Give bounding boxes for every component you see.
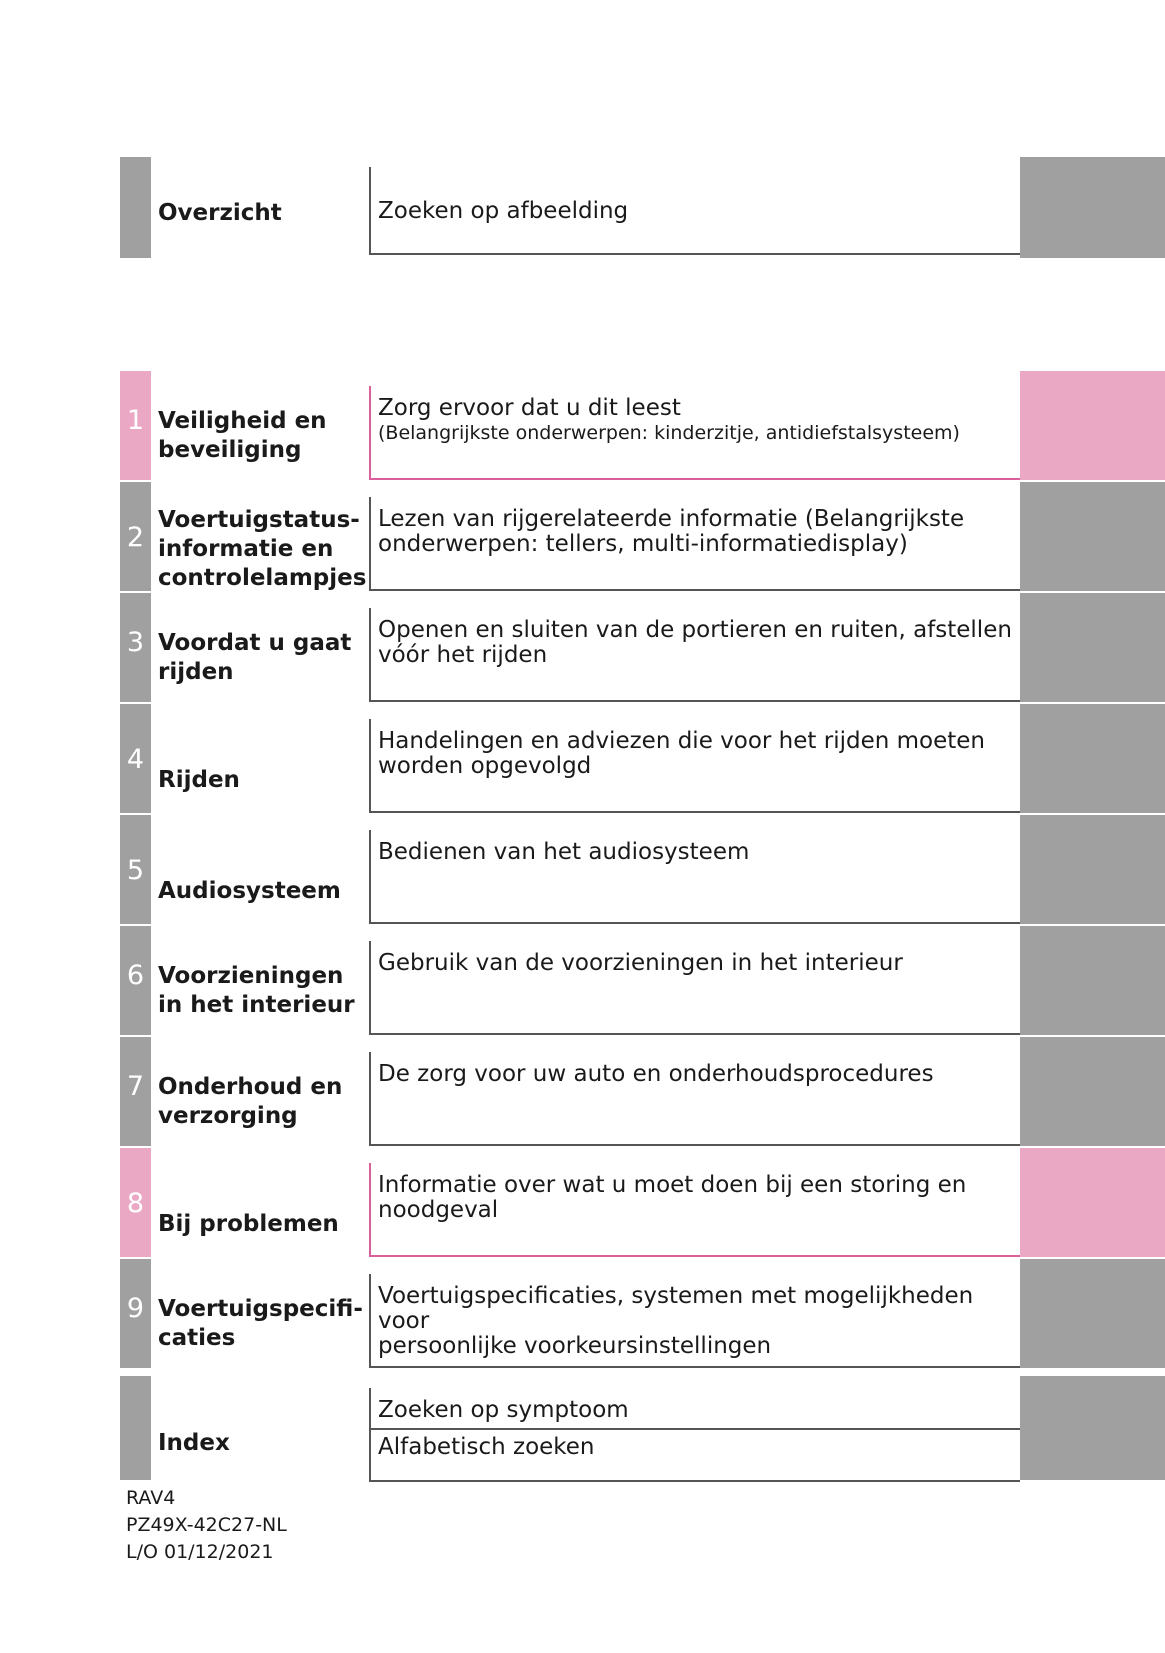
chapter-description[interactable]	[378, 618, 1018, 668]
index-item-symptom[interactable]: Zoeken op symptoom	[378, 1397, 629, 1423]
footer-code: PZ49X-42C27-NL	[126, 1514, 287, 1536]
chapter-description[interactable]	[378, 1284, 1018, 1359]
chapter-right-tab[interactable]	[1020, 1259, 1165, 1368]
chapter-row[interactable]	[0, 704, 1165, 813]
index-row[interactable]	[0, 1376, 1165, 1480]
chapter-title-line: Voordat u gaat	[158, 630, 352, 656]
chapter-title-line: verzorging	[158, 1103, 298, 1129]
chapter-title	[158, 877, 358, 906]
chapter-title-line: Voertuigstatus-	[158, 507, 360, 533]
overview-title: Overzicht	[158, 200, 282, 226]
chapter-number: 3	[126, 627, 145, 658]
chapter-right-tab[interactable]	[1020, 1037, 1165, 1146]
overview-row[interactable]	[0, 157, 1165, 258]
chapter-right-tab[interactable]	[1020, 815, 1165, 924]
chapter-title	[158, 766, 358, 795]
chapter-right-tab[interactable]	[1020, 593, 1165, 702]
chapter-row[interactable]	[0, 1037, 1165, 1146]
chapter-title-line: caties	[158, 1325, 236, 1351]
chapter-description-line: Zorg ervoor dat u dit leest	[378, 395, 681, 421]
chapter-description-line: vóór het rijden	[378, 642, 548, 668]
chapter-right-tab[interactable]	[1020, 926, 1165, 1035]
chapter-title-line: Voertuigspecifi-	[158, 1296, 363, 1322]
chapter-right-tab[interactable]	[1020, 482, 1165, 591]
footer-model: RAV4	[126, 1487, 176, 1509]
chapter-description-line: Gebruik van de voorzieningen in het interieur	[378, 950, 903, 976]
chapter-title-line: Voorzieningen	[158, 963, 344, 989]
chapter-number: 7	[126, 1071, 145, 1102]
chapter-row[interactable]	[0, 1259, 1165, 1368]
chapter-title-line: in het interieur	[158, 992, 355, 1018]
chapter-title-line: Audiosysteem	[158, 878, 341, 904]
chapter-title	[158, 1210, 358, 1239]
chapter-row[interactable]	[0, 815, 1165, 924]
chapter-title-line: rijden	[158, 659, 234, 685]
chapter-title-line: Onderhoud en	[158, 1074, 343, 1100]
chapter-right-tab[interactable]	[1020, 704, 1165, 813]
chapter-description[interactable]	[378, 396, 1018, 445]
chapter-description-line: Openen en sluiten van de portieren en ruiten, afstellen	[378, 617, 1012, 643]
chapter-description-line: Informatie over wat u moet doen bij een storing en	[378, 1172, 967, 1198]
chapter-title	[158, 1073, 358, 1131]
chapter-title-line: beveiliging	[158, 437, 302, 463]
footer-date: L/O 01/12/2021	[126, 1541, 274, 1563]
chapter-title-line: controlelampjes	[158, 565, 367, 591]
chapter-description-line: noodgeval	[378, 1197, 499, 1223]
chapter-number: 2	[126, 522, 145, 553]
chapter-title	[158, 1295, 363, 1353]
chapter-description-line: persoonlijke voorkeursinstellingen	[378, 1333, 772, 1359]
overview-description[interactable]: Zoeken op afbeelding	[378, 198, 629, 224]
chapter-title-line: Bij problemen	[158, 1211, 339, 1237]
index-title: Index	[158, 1430, 230, 1456]
chapter-subtopics: (Belangrijkste onderwerpen: kinderzitje, antidiefstalsysteem)	[378, 422, 960, 444]
chapter-description[interactable]	[378, 507, 1018, 557]
chapter-number: 8	[126, 1188, 145, 1219]
footer	[126, 1485, 287, 1566]
chapter-description[interactable]	[378, 1062, 1018, 1087]
chapter-description-line: De zorg voor uw auto en onderhoudsprocedures	[378, 1061, 934, 1087]
chapter-description-line: worden opgevolgd	[378, 753, 592, 779]
overview-right-tab[interactable]	[1020, 157, 1165, 258]
chapter-number: 9	[126, 1293, 145, 1324]
chapter-title	[158, 629, 358, 687]
chapter-description-line: Voertuigspecificaties, systemen met mogelijkheden voor	[378, 1283, 974, 1334]
index-item-alphabetical[interactable]: Alfabetisch zoeken	[378, 1434, 595, 1460]
chapter-number: 6	[126, 960, 145, 991]
chapter-title-line: Rijden	[158, 767, 240, 793]
chapter-number: 5	[126, 855, 145, 886]
chapter-title	[158, 407, 358, 465]
chapter-row[interactable]	[0, 593, 1165, 702]
index-divider	[371, 1428, 1020, 1430]
chapter-row[interactable]	[0, 482, 1165, 591]
chapter-description[interactable]	[378, 840, 1018, 865]
chapter-description[interactable]	[378, 951, 1018, 976]
chapter-description[interactable]	[378, 1173, 1018, 1223]
chapter-right-tab[interactable]	[1020, 371, 1165, 480]
chapter-description-line: Handelingen en adviezen die voor het rijden moeten	[378, 728, 985, 754]
chapter-number: 1	[126, 405, 145, 436]
chapter-description[interactable]	[378, 729, 1018, 779]
chapter-title-line: informatie en	[158, 536, 334, 562]
chapter-description-line: Lezen van rijgerelateerde informatie (Belangrijkste	[378, 506, 965, 532]
chapter-row[interactable]	[0, 371, 1165, 480]
chapter-row[interactable]	[0, 1148, 1165, 1257]
index-right-tab[interactable]	[1020, 1376, 1165, 1480]
chapter-right-tab[interactable]	[1020, 1148, 1165, 1257]
chapter-row[interactable]	[0, 926, 1165, 1035]
chapter-title-line: Veiligheid en	[158, 408, 327, 434]
index-left-tab	[120, 1376, 151, 1480]
chapter-description-line: Bedienen van het audiosysteem	[378, 839, 750, 865]
overview-left-tab	[120, 157, 151, 258]
chapter-title	[158, 962, 358, 1020]
chapter-description-line: onderwerpen: tellers, multi-informatiedisplay)	[378, 531, 908, 557]
chapter-title	[158, 506, 367, 593]
chapter-number: 4	[126, 744, 145, 775]
